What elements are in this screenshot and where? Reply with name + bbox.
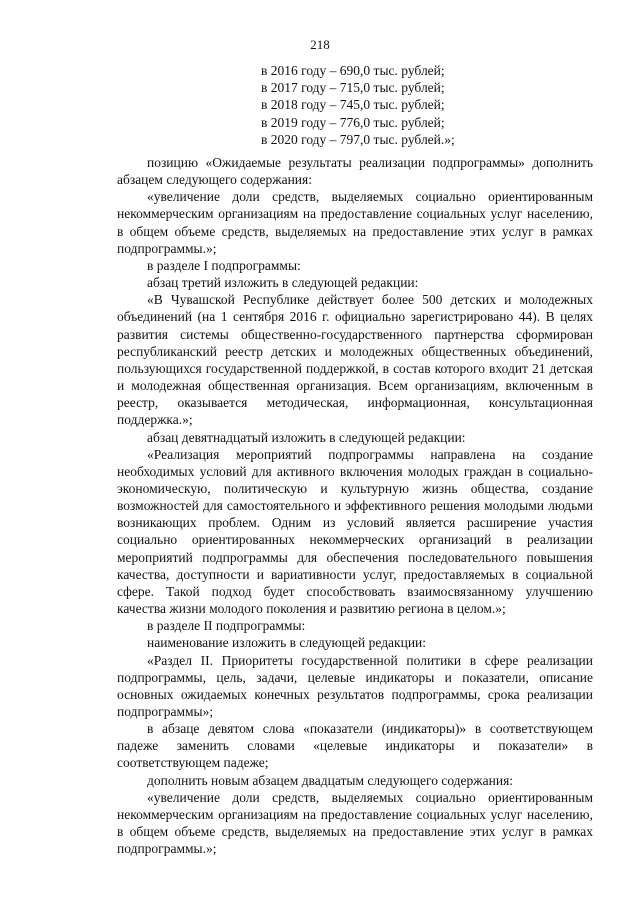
paragraph-quote-section-2-title: «Раздел II. Приоритеты государственной политики в сфере реализации подпрограммы, цель, задачи, целевые индикаторы и показатели, описание основных ожидаемых конечных результатов подпрограммы, срока реализации подпрограммы»; <box>117 652 593 719</box>
page-number: 218 <box>310 37 330 52</box>
paragraph-quote-share-increase: «увеличение доли средств, выделяемых социально ориентированным некоммерческим организациям на предоставление социальных услуг населению, в общем объеме средств, выделяемых на предоставление этих услуг в рамках подпрограммы.»; <box>117 189 593 256</box>
paragraph-third-abzac: абзац третий изложить в следующей редакции: <box>147 275 419 291</box>
paragraph-title-edit: наименование изложить в следующей редакции: <box>147 635 427 651</box>
budget-list <box>261 62 455 148</box>
budget-line-2019: в 2019 году – 776,0 тыс. рублей; <box>261 114 445 130</box>
paragraph-quote-share-increase-2: «увеличение доли средств, выделяемых социально ориентированным некоммерческим организациям на предоставление социальных услуг населению, в общем объеме средств, выделяемых на предоставление этих услуг в рамках подпрограммы.»; <box>117 789 593 857</box>
budget-line-2016: в 2016 году – 690,0 тыс. рублей; <box>261 63 445 78</box>
paragraph-add-twentieth: дополнить новым абзацем двадцатым следующего содержания: <box>147 772 514 788</box>
paragraph-nineteenth-abzac: абзац девятнадцатый изложить в следующей редакции: <box>147 429 466 445</box>
paragraph-ninth-abzac: в абзаце девятом слова «показатели (индикаторы)» в соответствующем падеже заменить словами «целевые индикаторы и показатели» в соответствующем падеже; <box>117 721 593 771</box>
budget-line-2017: в 2017 году – 715,0 тыс. рублей; <box>261 80 445 96</box>
paragraph-quote-chuvash-republic: «В Чувашской Республике действует более 500 детских и молодежных объединений (на 1 сентября 2016 г. официально зарегистрировано 44). В целях развития системы общественно-государственного партнерства сформирован республиканский реестр детских и молодежных общественных объединений, пользующихся государственной поддержкой, в состав которого входит 21 детская и молодежная общественная организация. Всем организациям, включенным в реестр, оказывается методическая, информационная, консультационная поддержка.»; <box>117 292 593 428</box>
paragraph-section-1: в разделе I подпрограммы: <box>147 257 301 273</box>
budget-line-2018: в 2018 году – 745,0 тыс. рублей; <box>261 97 445 113</box>
paragraph-section-2: в разделе II подпрограммы: <box>147 618 306 634</box>
budget-line-2020: в 2020 году – 797,0 тыс. рублей.»; <box>261 131 455 147</box>
paragraph-quote-implementation: «Реализация мероприятий подпрограммы направлена на создание необходимых условий для активного включения молодых граждан в социально-экономическую, политическую и культурную жизнь общества, создание возможностей для самостоятельного и эффективного решения молодыми людьми возникающих проблем. Одним из условий является расширение участия социально ориентированных некоммерческих организаций в реализации мероприятий подпрограммы для обеспечения последовательного повышения качества, доступности и вариативности услуг, предоставляемых в социальной сфере. Такой подход будет способствовать взаимосвязанному улучшению качества жизни молодого поколения и развитию региона в целом.»; <box>117 446 593 617</box>
paragraph-expected-results: позицию «Ожидаемые результаты реализации подпрограммы» дополнить абзацем следующего содержания: <box>117 155 593 188</box>
document-body <box>117 154 593 857</box>
